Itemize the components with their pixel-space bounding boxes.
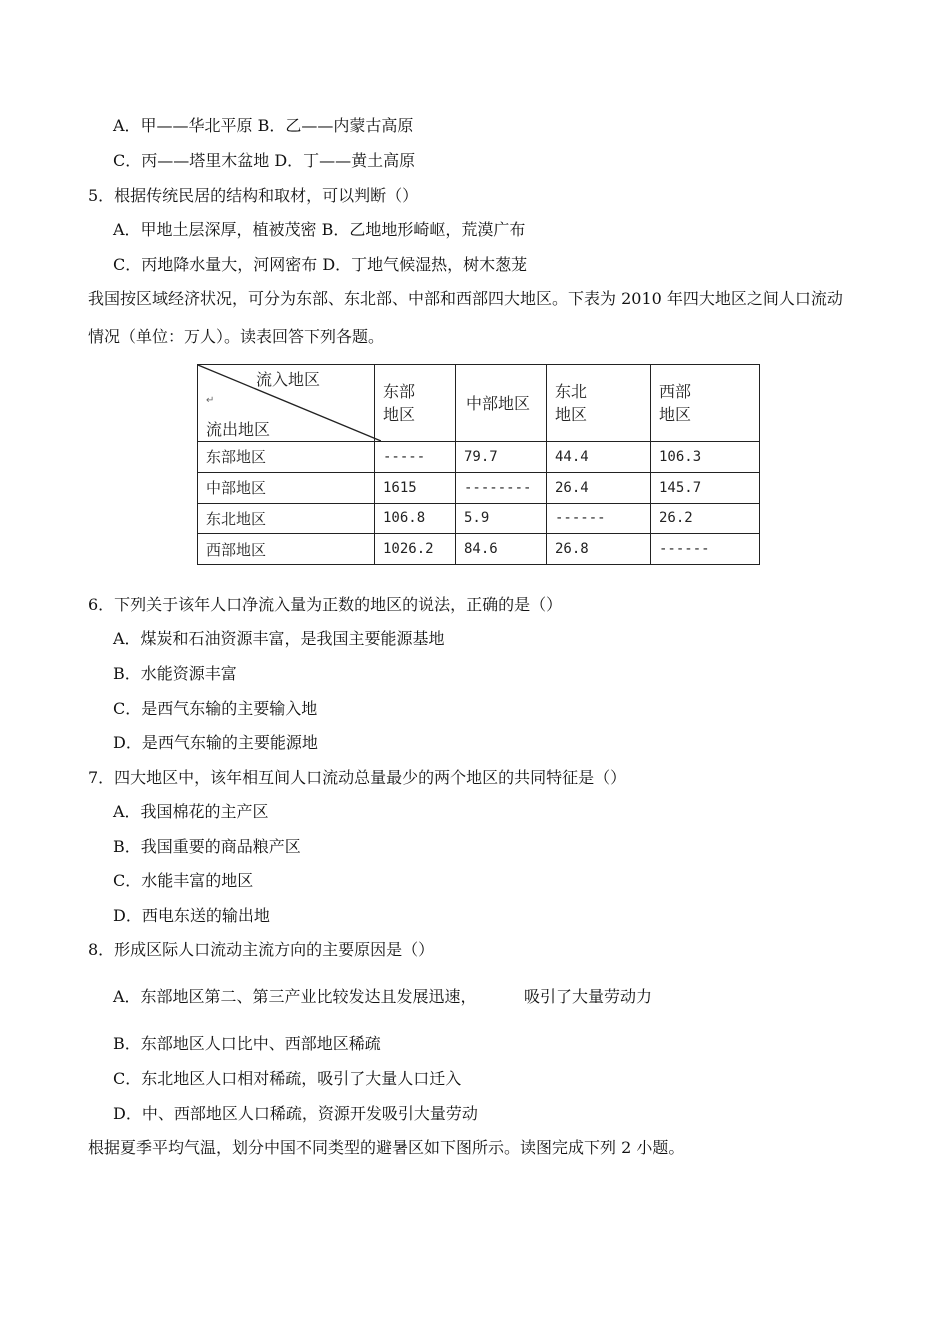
- row-label: 东部地区: [198, 442, 375, 473]
- table-cell: 106.8: [375, 503, 456, 534]
- q6-option-d: D．是西气东输的主要能源地: [113, 733, 318, 752]
- table-cell: 1615: [375, 472, 456, 503]
- q7-option-d: D．西电东送的输出地: [113, 906, 270, 925]
- q6-option-a: A．煤炭和石油资源丰富，是我国主要能源基地: [113, 629, 445, 648]
- q8-option-d: D．中、西部地区人口稀疏，资源开发吸引大量劳动: [113, 1104, 478, 1123]
- q7-option-c: C．水能丰富的地区: [113, 871, 254, 890]
- corner-outflow-label: 流出地区: [206, 420, 271, 439]
- table-row: [198, 442, 760, 473]
- q8-stem: 8．形成区际人口流动主流方向的主要原因是（）: [88, 940, 435, 959]
- table-row: [198, 472, 760, 503]
- row-label: 东北地区: [198, 503, 375, 534]
- q5-stem: 5．根据传统民居的结构和取材，可以判断（）: [88, 186, 419, 205]
- row-label: 中部地区: [198, 472, 375, 503]
- q4-options-ab: A．甲——华北平原 B．乙——内蒙古高原: [113, 116, 414, 135]
- q8-option-a: A．东部地区第二、第三产业比较发达且发展迅速，: [113, 987, 477, 1006]
- table-cell: 26.8: [547, 534, 651, 565]
- q8-option-c: C．东北地区人口相对稀疏，吸引了大量人口迁入: [113, 1069, 462, 1088]
- intro-line-1: 我国按区域经济状况，可分为东部、东北部、中部和西部四大地区。下表为 2010 年四大地区之间人口流动: [88, 289, 843, 308]
- table-row: [198, 503, 760, 534]
- table-cell: 26.2: [651, 503, 760, 534]
- q6-option-b: B．水能资源丰富: [113, 664, 237, 683]
- table-row: [198, 534, 760, 565]
- table-cell: 84.6: [456, 534, 547, 565]
- corner-inflow-label: 流入地区: [256, 370, 321, 389]
- q4-options-cd: C．丙——塔里木盆地 D．丁——黄土高原: [113, 151, 416, 170]
- table-cell: 44.4: [547, 442, 651, 473]
- col-header-northeast: 东北 地区: [547, 365, 651, 442]
- table-cell: 106.3: [651, 442, 760, 473]
- intro-line-2: 情况（单位：万人）。读表回答下列各题。: [88, 327, 385, 346]
- q7-option-b: B．我国重要的商品粮产区: [113, 837, 301, 856]
- table-cell: ------: [547, 503, 651, 534]
- table-cell: 5.9: [456, 503, 547, 534]
- table-cell: 145.7: [651, 472, 760, 503]
- table-cell: 26.4: [547, 472, 651, 503]
- table-cell: -----: [375, 442, 456, 473]
- q5-options-cd: C．丙地降水量大，河网密布 D．丁地气候湿热，树木葱茏: [113, 255, 528, 274]
- q8-option-b: B．东部地区人口比中、西部地区稀疏: [113, 1034, 381, 1053]
- q6-option-c: C．是西气东输的主要输入地: [113, 699, 318, 718]
- corner-mark: ↵: [206, 395, 215, 406]
- table-corner-cell: [198, 365, 375, 442]
- q5-options-ab: A．甲地土层深厚，植被茂密 B．乙地地形崎岖，荒漠广布: [113, 220, 526, 239]
- q7-stem: 7．四大地区中，该年相互间人口流动总量最少的两个地区的共同特征是（）: [88, 768, 627, 787]
- col-header-west: 西部 地区: [651, 365, 760, 442]
- population-flow-table: [197, 364, 760, 565]
- q8-option-a-tail: 吸引了大量劳动力: [524, 987, 653, 1006]
- table-cell: --------: [456, 472, 547, 503]
- row-label: 西部地区: [198, 534, 375, 565]
- q6-stem: 6．下列关于该年人口净流入量为正数的地区的说法，正确的是（）: [88, 595, 563, 614]
- outro-line: 根据夏季平均气温，划分中国不同类型的避暑区如下图所示。读图完成下列 2 小题。: [88, 1138, 685, 1157]
- col-header-east: 东部 地区: [375, 365, 456, 442]
- table-cell: 79.7: [456, 442, 547, 473]
- table-cell: 1026.2: [375, 534, 456, 565]
- q7-option-a: A．我国棉花的主产区: [113, 802, 269, 821]
- col-header-central: 中部地区: [456, 365, 547, 442]
- table-cell: ------: [651, 534, 760, 565]
